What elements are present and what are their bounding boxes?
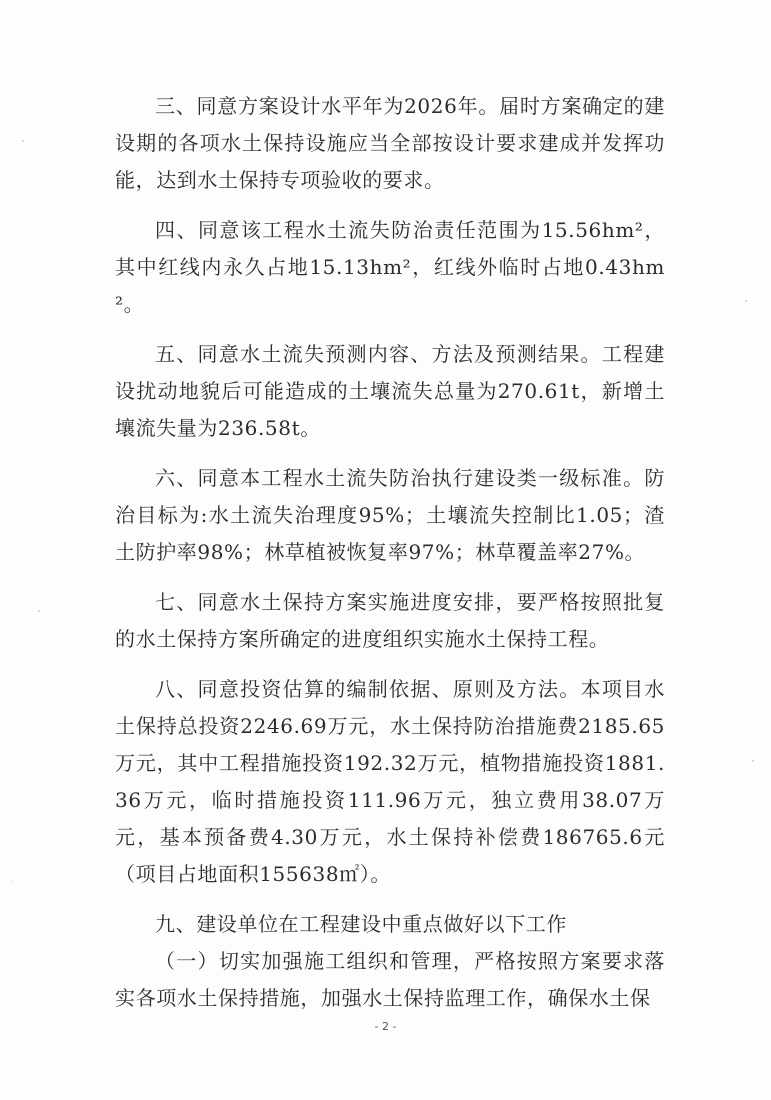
paragraph-construction-management: （一）切实加强施工组织和管理，严格按照方案要求落实各项水土保持措施，加强水土保持监理工作，确保水土保 [115, 949, 665, 1010]
paragraph-responsibility-area: 四、同意该工程水土流失防治责任范围为15.56hm²，其中红线内永久占地15.13hm²，红线外临时占地0.43hm²。 [115, 218, 665, 316]
scan-speck [745, 300, 747, 302]
document-body [115, 88, 665, 1017]
paragraph-schedule: 七、同意水土保持方案实施进度安排，要严格按照批复的水土保持方案所确定的进度组织实施水土保持工程。 [115, 590, 665, 651]
paragraph-investment: 八、同意投资估算的编制依据、原则及方法。本项目水土保持总投资2246.69万元，水土保持防治措施费2185.65万元，其中工程措施投资192.32万元，植物措施投资1881.36万元，临时措施投资111.96万元，独立费用38.07万元，基本预备费4.30万元，水土保持补偿费186765.6元（项目占地面积155638㎡）。 [115, 677, 665, 886]
scan-speck [752, 760, 754, 762]
paragraph-work-items-heading: 九、建设单位在工程建设中重点做好以下工作 [155, 912, 567, 936]
scan-speck [38, 610, 40, 612]
scan-speck [12, 880, 13, 881]
paragraph-control-standard: 六、同意本工程水土流失防治执行建设类一级标准。防治目标为:水土流失治理度95%；土壤流失控制比1.05；渣土防护率98%；林草植被恢复率97%；林草覆盖率27%。 [115, 466, 665, 564]
paragraph-design-year: 三、同意方案设计水平年为2026年。届时方案确定的建设期的各项水土保持设施应当全部按设计要求建成并发挥功能，达到水土保持专项验收的要求。 [115, 94, 665, 192]
page-number: - 2 - [374, 1020, 397, 1033]
scan-speck [22, 140, 24, 142]
paragraph-erosion-prediction: 五、同意水土流失预测内容、方法及预测结果。工程建设扰动地貌后可能造成的土壤流失总量为270.61t，新增土壤流失量为236.58t。 [115, 342, 665, 440]
